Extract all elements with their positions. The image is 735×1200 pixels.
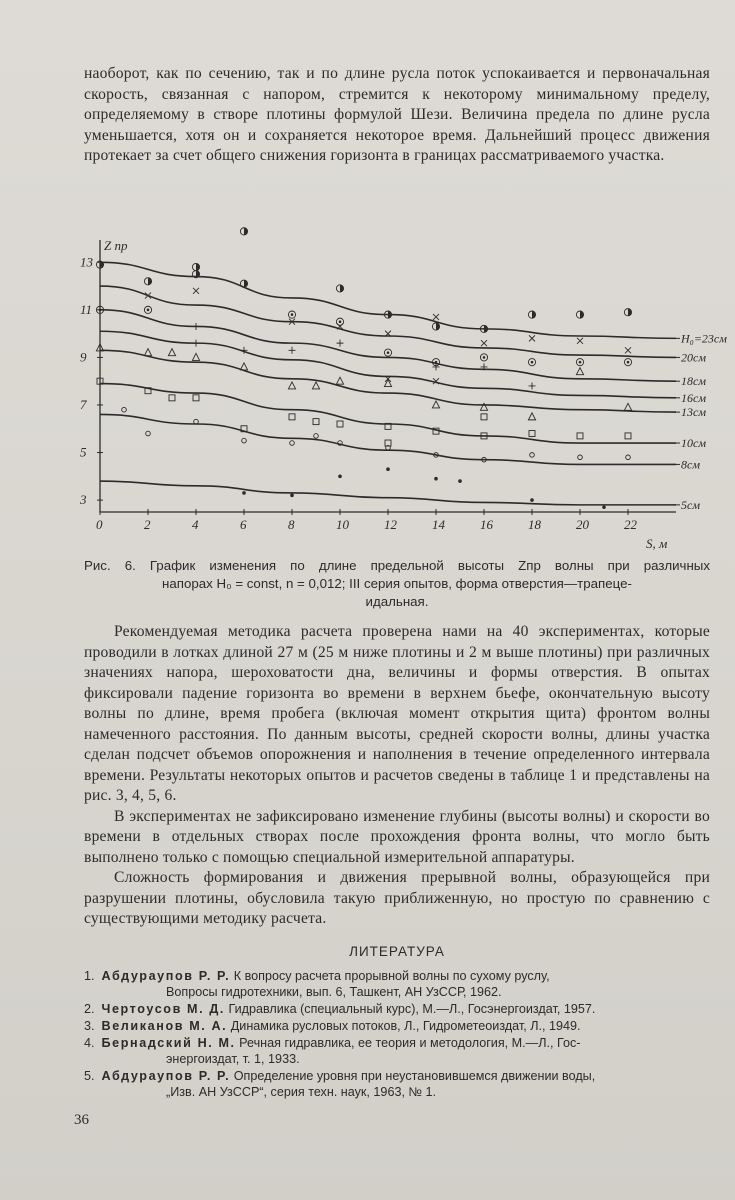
series-label: 16см [681, 390, 706, 405]
data-point [314, 434, 319, 439]
x-tick-label: 12 [384, 517, 397, 532]
figure-6-chart [76, 232, 727, 552]
data-point [384, 380, 391, 387]
paragraph-methodology: Рекомендуемая методика расчета проверена нами на 40 экспериментах, которые проводили в лотках длиной 27 м (25 м ниже плотины и 2 м выше плотины) при различных значениях напора, шероховатости дна, величины и формы отверстия. В опытах фиксировали падение горизонта во времени в верхнем бьефе, окончательную высоту волны по длине, время пробега (включая момент открытия щита) фронтом волны намеченного расстояния. По данным высоты, средней скорости волны, длины участка сделан подсчет объемов опорожнения и наполнения в течение определенного интервала времени. Результаты некоторых опытов и расчетов сведены в таблице 1 и представлены на рис. 3, 4, 5, 6. [84, 623, 710, 804]
data-point [577, 338, 583, 344]
data-point [193, 288, 199, 294]
data-point-center [387, 351, 390, 354]
caption-line-2: напорах H₀ = const, n = 0,012; III серия опытов, форма отверстия—трапеце- [162, 576, 632, 591]
data-point [313, 419, 319, 425]
y-tick-label: 9 [80, 349, 87, 365]
data-point-center [483, 356, 486, 359]
x-tick-label: 2 [144, 517, 151, 532]
y-axis-title: Z пр [104, 238, 128, 253]
literature-heading: ЛИТЕРАТУРА [349, 944, 445, 959]
data-point [193, 323, 200, 330]
data-point [578, 455, 583, 460]
x-tick-label: 14 [432, 517, 445, 532]
data-point [144, 349, 151, 356]
data-point-center [579, 361, 582, 364]
data-point [312, 382, 319, 389]
reference-continuation: Вопросы гидротехники, вып. 6, Ташкент, АН УзССР, 1962. [166, 985, 502, 999]
series-curve [100, 350, 676, 412]
data-point [481, 414, 487, 420]
data-point [624, 403, 631, 410]
data-point [193, 340, 200, 347]
reference-number: 1. [84, 969, 95, 983]
data-point [530, 498, 534, 502]
data-point [481, 340, 487, 346]
x-tick-label: 6 [240, 517, 247, 532]
data-point [288, 382, 295, 389]
reference-author: Абдураупов Р. Р. [101, 969, 231, 983]
main-text [84, 622, 710, 930]
data-point [192, 353, 199, 360]
reference-text: Гидравлика (специальный курс), М.—Л., Госэнергоиздат, 1957. [225, 1002, 596, 1016]
series-label: 13см [681, 405, 706, 420]
x-tick-label: 0 [96, 517, 103, 532]
chart-svg [76, 232, 727, 552]
x-tick-label: 22 [624, 517, 637, 532]
data-point [193, 395, 199, 401]
data-point [602, 505, 606, 509]
reference-item [84, 968, 714, 1000]
reference-item [84, 1001, 714, 1017]
data-point [169, 395, 175, 401]
x-tick-label: 18 [528, 517, 541, 532]
series-label: 8см [681, 457, 700, 472]
reference-item [84, 1035, 714, 1067]
data-point [242, 438, 247, 443]
series-label: 20см [681, 350, 706, 365]
data-point-center [291, 313, 294, 316]
reference-continuation: „Изв. АН УзССР“, серия техн. наук, 1963, № 1. [166, 1085, 436, 1099]
paragraph-experiments: В экспериментах не зафиксировано изменение глубины (высоты волны) и скорости во времени в отдельных створах после прохождения фронта волны, что могло быть выполнено только с помощью специальной измерительной аппаратуры. [84, 807, 710, 866]
data-point [337, 340, 344, 347]
series-label: 18см [681, 374, 706, 389]
series-curve [100, 414, 676, 464]
series-curve [100, 481, 676, 505]
series-label: 5см [681, 497, 700, 512]
paragraph-top-text: наоборот, как по сечению, так и по длине русла поток успокаивается и первоначальная скорость, связанная с напором, стремится к некоторому минимальному пределу, определяемому в створе плотины формулой Шези. Величина предела по длине русла уменьшается, хотя он и сохраняется некоторое время. Дальнейший процесс движения протекает за счет общего снижения горизонта в границах рассматриваемого участка. [84, 65, 710, 164]
data-point-center [627, 361, 630, 364]
data-point-center [531, 361, 534, 364]
reference-author: Великанов М. А. [101, 1019, 228, 1033]
y-tick-label: 3 [80, 492, 87, 508]
paragraph-top [84, 64, 710, 167]
data-point [433, 314, 439, 320]
data-point-center [147, 309, 150, 312]
data-point [336, 377, 343, 384]
caption-line-1: Рис. 6. График изменения по длине предельной высоты Zпр волны при различных [84, 558, 710, 573]
x-tick-label: 16 [480, 517, 493, 532]
data-point [290, 441, 295, 446]
data-point [626, 455, 631, 460]
data-point-center [99, 309, 102, 312]
reference-number: 4. [84, 1036, 95, 1050]
reference-text: Определение уровня при неустановившемся движении воды, [230, 1069, 596, 1083]
data-point [625, 433, 631, 439]
reference-item [84, 1018, 714, 1034]
reference-number: 5. [84, 1069, 95, 1083]
data-point [122, 407, 127, 412]
data-point [289, 414, 295, 420]
data-point [529, 382, 536, 389]
paragraph-conclusion: Сложность формирования и движения прерывной волны, образующейся при разрушении плотины, обусловила такую приближенную, но простую по сравнению с существующими методику расчета. [84, 869, 710, 927]
reference-number: 3. [84, 1019, 95, 1033]
data-point [289, 347, 296, 354]
caption-line-3: идальная. [365, 594, 429, 609]
data-point [434, 477, 438, 481]
data-point-center [435, 361, 438, 364]
data-point [290, 494, 294, 498]
x-axis-title: S, м [646, 536, 668, 551]
series-curve [100, 331, 676, 398]
reference-item [84, 1068, 714, 1100]
data-point [338, 475, 342, 479]
reference-number: 2. [84, 1002, 95, 1016]
y-tick-label: 7 [80, 396, 87, 412]
x-tick-label: 10 [336, 517, 349, 532]
data-point [386, 467, 390, 471]
data-point [337, 421, 343, 427]
reference-text: Динамика русловых потоков, Л., Гидрометеоиздат, Л., 1949. [227, 1019, 581, 1033]
reference-author: Бернадский Н. М. [101, 1036, 236, 1050]
data-point [432, 401, 439, 408]
page-number: 36 [74, 1112, 89, 1128]
data-point [576, 368, 583, 375]
reference-author: Чертоусов М. Д. [101, 1002, 225, 1016]
series-label: H₀=23см [681, 331, 727, 346]
data-point [529, 431, 535, 437]
series-label: 10см [681, 436, 706, 451]
reference-author: Абдураупов Р. Р. [101, 1069, 231, 1083]
data-point [242, 491, 246, 495]
data-point [458, 479, 462, 483]
x-tick-label: 8 [288, 517, 295, 532]
series-curve [100, 286, 676, 357]
x-tick-label: 20 [576, 517, 589, 532]
data-point [577, 433, 583, 439]
data-point [529, 335, 535, 341]
reference-text: Речная гидравлика, ее теория и методология, М.—Л., Гос- [235, 1036, 581, 1050]
data-point [146, 431, 151, 436]
y-tick-label: 13 [80, 254, 93, 270]
y-tick-label: 5 [80, 444, 87, 460]
data-point-center [339, 320, 342, 323]
reference-list [84, 968, 714, 1101]
x-tick-label: 4 [192, 517, 199, 532]
y-tick-label: 11 [80, 301, 93, 317]
data-point [528, 413, 535, 420]
figure-caption [84, 557, 710, 611]
reference-continuation: энергоиздат, т. 1, 1933. [166, 1052, 300, 1066]
data-point [625, 347, 631, 353]
series-curve [100, 310, 676, 381]
data-point [530, 453, 535, 458]
data-point [168, 349, 175, 356]
reference-text: К вопросу расчета прорывной волны по сухому руслу, [230, 969, 550, 983]
